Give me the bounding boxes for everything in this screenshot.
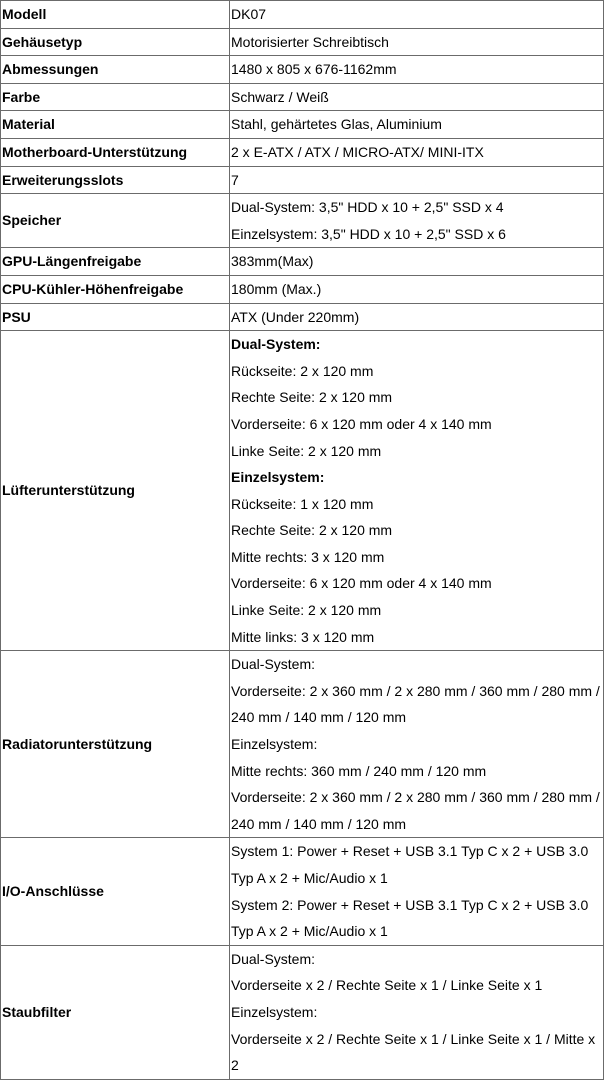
spec-value-line: System 2: Power + Reset + USB 3.1 Typ C x 2 + USB 3.0 Typ A x 2 + Mic/Audio x 1 — [231, 896, 589, 940]
spec-value-line: Schwarz / Weiß — [231, 88, 329, 105]
spec-value — [230, 248, 604, 276]
spec-value-line: Rechte Seite: 2 x 120 mm — [231, 522, 393, 539]
spec-value-line: 383mm(Max) — [231, 253, 314, 270]
spec-label: PSU — [1, 303, 230, 331]
spec-value — [230, 651, 604, 838]
spec-value — [230, 56, 604, 84]
spec-value-line: Vorderseite: 6 x 120 mm oder 4 x 140 mm — [231, 415, 492, 432]
spec-value — [230, 28, 604, 56]
spec-value-line: DK07 — [231, 6, 267, 22]
spec-row-psu — [1, 303, 604, 331]
spec-row-farbe — [1, 83, 604, 111]
spec-value-line: Stahl, gehärtetes Glas, Aluminium — [231, 116, 442, 133]
spec-row-erweiterungsslots — [1, 166, 604, 194]
spec-row-abmessungen — [1, 56, 604, 84]
spec-label: GPU-Längenfreigabe — [1, 248, 230, 276]
spec-row-speicher — [1, 194, 604, 248]
spec-value-line: Vorderseite: 2 x 360 mm / 2 x 280 mm / 360 mm / 280 mm / 240 mm / 140 mm / 120 mm — [231, 789, 600, 832]
spec-value-line: Motorisierter Schreibtisch — [231, 33, 389, 50]
spec-value-line: Vorderseite: 6 x 120 mm oder 4 x 140 mm — [231, 575, 492, 592]
spec-value-line: Einzelsystem: 3,5" HDD x 10 + 2,5" SSD x 6 — [231, 225, 506, 242]
spec-value-line: Mitte rechts: 3 x 120 mm — [231, 548, 385, 565]
spec-value-line: Mitte links: 3 x 120 mm — [231, 628, 375, 645]
spec-value — [230, 111, 604, 139]
spec-value-heading: Einzelsystem: — [231, 469, 325, 486]
spec-value-line: Vorderseite: 2 x 360 mm / 2 x 280 mm / 360 mm / 280 mm / 240 mm / 140 mm / 120 mm — [231, 682, 600, 726]
spec-row-cpu-kuehler — [1, 275, 604, 303]
spec-value — [230, 166, 604, 194]
spec-value-line: Vorderseite x 2 / Rechte Seite x 1 / Linke Seite x 1 / Mitte x 2 — [231, 1030, 596, 1074]
spec-label: I/O-Anschlüsse — [1, 838, 230, 945]
spec-value-line: Dual-System: — [231, 656, 316, 673]
spec-value-line: Rechte Seite: 2 x 120 mm — [231, 389, 393, 406]
spec-value-line: Dual-System: — [231, 950, 316, 967]
spec-value — [230, 303, 604, 331]
spec-label: Speicher — [1, 194, 230, 248]
spec-value-line: Mitte rechts: 360 mm / 240 mm / 120 mm — [231, 762, 487, 779]
spec-value-line: ATX (Under 220mm) — [231, 308, 360, 325]
spec-value-line: Vorderseite x 2 / Rechte Seite x 1 / Linke Seite x 1 — [231, 977, 543, 994]
spec-row-gpu — [1, 248, 604, 276]
spec-value — [230, 1, 604, 29]
spec-label: Staubfilter — [1, 945, 230, 1079]
spec-value-line: 7 — [231, 171, 239, 188]
spec-value-line: Linke Seite: 2 x 120 mm — [231, 602, 382, 619]
spec-label: Material — [1, 111, 230, 139]
spec-row-staubfilter — [1, 945, 604, 1079]
spec-value — [230, 331, 604, 651]
spec-value — [230, 83, 604, 111]
spec-value-line: Rückseite: 1 x 120 mm — [231, 495, 374, 512]
spec-label: Modell — [1, 1, 230, 29]
spec-value-line: Dual-System: 3,5" HDD x 10 + 2,5" SSD x 4 — [231, 199, 504, 216]
spec-row-modell — [1, 1, 604, 29]
spec-row-radiator — [1, 651, 604, 838]
spec-value-line: Linke Seite: 2 x 120 mm — [231, 442, 382, 459]
spec-row-motherboard — [1, 138, 604, 166]
spec-label: Radiatorunterstützung — [1, 651, 230, 838]
spec-value — [230, 275, 604, 303]
spec-value-line: Einzelsystem: — [231, 1003, 318, 1020]
spec-value — [230, 838, 604, 945]
spec-label: Lüfterunterstützung — [1, 331, 230, 651]
spec-row-material — [1, 111, 604, 139]
spec-label: Motherboard-Unterstützung — [1, 138, 230, 166]
spec-value — [230, 945, 604, 1079]
spec-value-heading: Dual-System: — [231, 336, 321, 353]
spec-label: CPU-Kühler-Höhenfreigabe — [1, 275, 230, 303]
spec-value — [230, 194, 604, 248]
spec-row-gehaeusetyp — [1, 28, 604, 56]
spec-label: Abmessungen — [1, 56, 230, 84]
spec-row-io — [1, 838, 604, 945]
spec-label: Erweiterungsslots — [1, 166, 230, 194]
spec-value-line: Einzelsystem: — [231, 736, 318, 753]
spec-value-line: 180mm (Max.) — [231, 280, 322, 297]
spec-value-line: 1480 x 805 x 676-1162mm — [231, 61, 397, 78]
spec-label: Farbe — [1, 83, 230, 111]
spec-value-line: Rückseite: 2 x 120 mm — [231, 362, 374, 379]
spec-label: Gehäusetyp — [1, 28, 230, 56]
spec-value-line: 2 x E-ATX / ATX / MICRO-ATX/ MINI-ITX — [231, 143, 484, 160]
spec-row-luefter — [1, 331, 604, 651]
spec-value — [230, 138, 604, 166]
spec-value-line: System 1: Power + Reset + USB 3.1 Typ C x 2 + USB 3.0 Typ A x 2 + Mic/Audio x 1 — [231, 843, 589, 886]
